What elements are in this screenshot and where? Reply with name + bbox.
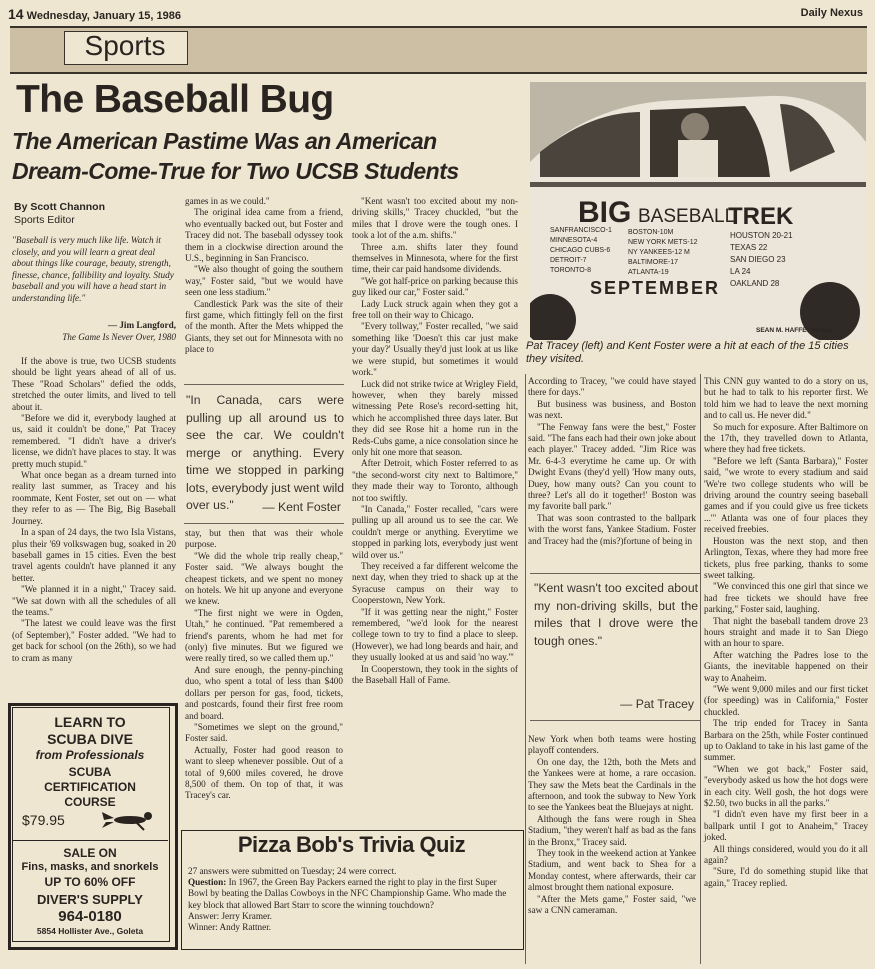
photo-credit: SEAN M. HAFFEY/Nexus [756,327,833,334]
page-number: 14 [8,6,24,22]
paragraph: stay, but then that was their whole purpose. [185,528,343,550]
paragraph: Although the fans were rough in Shea Stadium, "they weren't half as bad as the fans in the Bronx," Tracey said. [528,813,696,847]
paragraph: All things considered, would you do it all again? [704,843,868,866]
paragraph: "We did the whole trip really cheap," Foster said. "We always bought the cheapest tickets, and we spent no money on hotels. We hit up anyone and everyone we knew. [185,550,343,607]
paragraph: Luck did not strike twice at Wrigley Field, however, when they barely missed witnessing Pete Rose's record-setting hit, which he accomplished three days later. But they did see Rose hit a home run in the Reds-Cubs game, a nice consolation since he only hit one more that season. [352,378,518,457]
column-rule [525,374,526,964]
paragraph: What once began as a dream turned into reality last summer, as Tracey and his roommate, Kent Foster, set out on — what they refer to as — The Big, Big Baseball Journey. [12,470,176,526]
paragraph: And sure enough, the penny-pinching duo, who spent a total of less than $400 dollars per person for gas, food, tickets, and postcards, found their first free room and board. [185,664,343,721]
car-text-month: SEPTEMBER [590,278,721,298]
column-2-top [185,196,343,356]
paragraph: "The latest we could leave was the first (of September)," Foster added. "We had to get back for school (on the 26th), so we had to cram as many [12,618,176,663]
car-city: NY YANKEES-12 M [628,249,690,256]
paragraph: The original idea came from a friend, who eventually backed out, but Foster and Tracey did not. The baseball odyssey took them in a clockwise direction around the U.S., beginning in San Francisco. [185,207,343,264]
paragraph: "Sure, I'd do something stupid like that again," Tracey replied. [704,866,868,888]
column-3 [352,196,518,686]
trivia-question-label: Question: [188,877,227,888]
paragraph: After Detroit, which Foster referred to as "the second-worst city next to Baltimore," they made their way to Toronto, although not too swiftly. [352,458,518,503]
paragraph: So much for exposure. After Baltimore on the 17th, they travelled down to Atlanta, where they had free tickets. [704,421,868,455]
paragraph: In a span of 24 days, the two Isla Vistans, plus their '69 volkswagen bug, soaked in 20 baseball games in 15 cities. Even the best travel agents couldn't have planned it any better. [12,527,176,583]
byline: By Scott Channon [14,201,105,213]
paragraph: Actually, Foster had good reason to want to sleep whenever possible. Out of a total of 9,600 miles covered, he drove 8,500 of them. On top of that, it was Tracey's car. [185,744,343,801]
car-city: TEXAS 22 [730,243,768,252]
paragraph: That was soon contrasted to the ballpark with the worst fans, Yankee Stadium. Foster and Tracey had the (mis?)fortune of being in [528,512,696,546]
car-city: CHICAGO CUBS-6 [550,247,611,254]
pull-quote: "In Canada, cars were pulling up all around us to see the car. We couldn't merge or anything. Every time we stopped in parking lots, everybody just went wild over us." [186,393,344,512]
car-city: ATLANTA-19 [628,269,669,276]
car-text-baseball: BASEBALL [638,206,736,227]
ad-line: COURSE [64,795,116,809]
paragraph: "The Fenway fans were the best," Foster said. "The fans each had their own joke about each player." Tracey added. "Jim Rice was Mr. 6-4-3 everytime he came up. Or with Dwight Evans (they'd yell) 'How many outs, Duey, how many outs? Can you count to three? Let's all do it together!' Boston was my favorite ball park." [528,421,696,512]
paragraph: "If it was getting near the night," Foster remembered, "we'd look for the nearest college town to try to find a place to sleep. (However), we had long beards and hair, and they usually looked at us and said 'no way.'" [352,606,518,663]
car-text-big: BIG [578,196,632,229]
paragraph: games in as we could." [185,196,270,206]
car-city: TORONTO-8 [550,267,591,274]
paragraph: "We planned it in a night," Tracey said. "We sat down with all the schedules of all the teams." [12,584,176,617]
paragraph: "I didn't even have my first beer in a ballpark until I got to Anaheim," Tracey joked. [704,809,868,843]
paragraph: They took in the weekend action at Yankee Stadium, and went back to Shea for a Monday contest, where afterwards, their car almost brought them national exposure. [528,848,696,893]
ad-line: SCUBA DIVE [47,731,133,747]
paragraph: Lady Luck struck again when they got a free toll on their way to Chicago. [352,298,518,321]
diver-icon [100,806,160,834]
ad-address: 5854 Hollister Ave., Goleta [36,926,144,936]
issue-date: Wednesday, January 15, 1986 [26,10,181,22]
paragraph: After watching the Padres lose to the Giants, the inevitable happened on their way to Anaheim. [704,649,868,683]
column-1 [12,356,176,664]
ad-sale: SALE ON [63,846,117,860]
epigraph-author: — Jim Langford, [107,320,176,330]
paragraph: That night the baseball tandem drove 23 hours straight and made it to San Diego with an hour to spare. [704,615,868,649]
column-2-bottom [185,528,343,802]
ad-divider [12,840,168,841]
photo-caption: Pat Tracey (left) and Kent Foster were a hit at each of the 15 cities they visited. [526,340,849,365]
paragraph: This CNN guy wanted to do a story on us, but he had to talk to his reporter first. We told him we had to leave the next morning and to call us. He never did." [704,376,868,421]
car-city: DETROIT-7 [550,257,587,264]
paragraph: "Sometimes we slept on the ground," Foster said. [185,721,343,744]
trivia-answer: Jerry Kramer. [221,910,272,921]
subheadline-line1: The American Pastime Was an American [12,128,437,154]
paragraph: "Before we did it, everybody laughed at us, said it couldn't be done," Pat Tracey remembered. "I didn't have a driver's license, we didn't have places to stay. It was pretty much stupid." [12,413,176,469]
car-photo [530,82,866,340]
ad-store: DIVER'S SUPPLY [37,892,143,907]
paragraph: Houston was the next stop, and then Arlington, Texas, where they had more free tickets, plus free parking, thanks to some sweet talking. [704,535,868,580]
paragraph: Three a.m. shifts later they found themselves in Minnesota, where for the first time, their car paid handsome dividends. [352,241,518,275]
paragraph: "We got half-price on parking because this guy liked our car," Foster said." [352,275,518,298]
ad-line: from Professionals [35,748,145,762]
headline: The Baseball Bug [16,78,334,121]
paragraph: "In Canada," Foster recalled, "cars were pulling up all around us to see the car. We couldn't merge or anything. Everytime we stopped in parking lots, everybody just went wild over us." [352,503,518,560]
paragraph: "We also thought of going the southern way," Foster said, "but we would have seen one less stadium." [185,264,343,298]
paragraph: "Kent wasn't too excited about my non-driving skills," Tracey chuckled, "but the miles that I drove were the tough ones. I took a lot of the a.m. shifts." [352,196,518,241]
paragraph: New York when both teams were hosting playoff contenders. [528,734,696,756]
car-city: SANFRANCISCO-1 [550,227,612,234]
paragraph: "The first night we were in Ogden, Utah," he continued. "Pat remembered a friend's parents, whom he had met for (only) five minutes. But we figured we were really tired, so we called them up." [185,607,343,664]
paragraph: "Every tollway," Foster recalled, "we said something like 'Doesn't this car just make your day?' Usually they'd just look at us like we were stupid, but sometimes it would work." [352,321,518,378]
car-city: MINNESOTA-4 [550,237,598,244]
paragraph: They received a far different welcome the next day, when they tried to shack up at the Syracuse campus on their way to Cooperstown, New York. [352,561,518,606]
paragraph: If the above is true, two UCSB students should be light years ahead of all of us. These "Road Scholars" defied the odds, stretched the outer limits, and lived to tell about it. [12,356,176,412]
paragraph: "We convinced this one girl that since we had free tickets we should have free parking," Foster said, laughing. [704,581,868,615]
pull-quote-attribution: — Pat Tracey [620,697,694,711]
paragraph: "Before we left (Santa Barbara)," Foster said, "we wrote to every stadium and said 'We're two college students who will be driving around the country seeing baseball games and if you could give us free tickets ...'" Atlanta was one of four places they received freebies. [704,455,868,535]
paragraph: Candlestick Park was the site of their first game, which fittingly fell on the first of the month. After the Mets whipped the Giants, they set out for Minnesota with no place to [185,298,343,355]
subheadline-line2: Dream-Come-True for Two UCSB Students [12,158,459,184]
paper-name: Daily Nexus [800,7,863,19]
epigraph-attribution [12,320,176,343]
byline-role: Sports Editor [14,214,75,226]
ad-line: SCUBA [68,765,112,779]
paragraph: But business was business, and Boston was next. [528,398,696,421]
ad-phone: 964-0180 [58,908,122,925]
epigraph: "Baseball is very much like life. Watch it closely, and you will learn a great deal about things like courage, beauty, strength, finesse, chance, fallibility and loyalty. Study baseball and you will have a head start in understanding life." [12,235,174,303]
trivia-title: Pizza Bob's Trivia Quiz [237,832,466,857]
column-4-top [528,376,696,547]
car-city: SAN DIEGO 23 [730,255,786,264]
column-4-bottom [528,734,696,917]
paragraph: "When we got back," Foster said, "everybody asked us how the hot dogs were in each city. Well gosh, the hot dogs were $2.50, two bucks in all the parks." [704,763,868,809]
pull-quote: "Kent wasn't too excited about my non-driving skills, but the miles that I drove were the tough ones." [534,581,698,648]
trivia-winner-label: Winner: [188,922,218,933]
pull-quote-attribution: — Kent Foster [262,500,341,514]
paragraph: According to Tracey, "we could have stayed there for days." [528,376,696,398]
trivia-winner: Andy Rattner. [219,922,272,933]
paragraph: In Cooperstown, they took in the sights of the Baseball Hall of Fame. [352,663,518,686]
ad-line: LEARN TO [54,714,126,730]
car-photo-drawing [530,82,866,340]
paragraph: The trip ended for Tracey in Santa Barbara on the 25th, while Foster continued up to Oakland to take in his last game of the summer. [704,718,868,763]
ad-sale-detail: Fins, masks, and snorkels [21,861,159,873]
trivia-question: In 1967, the Green Bay Packers earned the right to play in the first Super Bowl by beating the Dallas Cowboys in the NFC Championship Game. Who made the key block that allowed Bart Starr to score the winning touchdown? [188,877,507,910]
trivia-count: 27 answers were submitted on Tuesday; 24 were correct. [188,866,397,876]
car-city: BOSTON-10M [628,229,674,236]
epigraph-source: The Game Is Never Over, 1980 [62,331,176,342]
car-city: NEW YORK METS-12 [628,239,698,246]
car-city: BALTIMORE-17 [628,259,679,266]
paragraph: "We went 9,000 miles and our first ticket (for speeding) was in California," Foster chuckled. [704,683,868,717]
car-text-trek: TREK [728,203,794,230]
car-city: LA 24 [730,267,751,276]
section-label: Sports [84,30,166,61]
trivia-answer-label: Answer: [188,910,220,921]
trivia-body [188,866,518,933]
car-city: HOUSTON 20-21 [730,231,793,240]
folio-date [8,6,181,22]
column-5 [704,376,868,889]
paragraph: "After the Mets game," Foster said, "we saw a CNN cameraman. [528,893,696,916]
ad-price: $79.95 [22,812,65,828]
column-rule [700,374,701,964]
ad-sale-percent: UP TO 60% OFF [44,875,136,889]
ad-line: CERTIFICATION [44,780,136,794]
paragraph: On one day, the 12th, both the Mets and the Yankees were at home, a rare occasion. They saw the Mets beat the Cardinals in the afternoon, and took the subway to New York to see the Yankees beat the Bluejays at night. [528,756,696,813]
car-city: OAKLAND 28 [730,279,780,288]
